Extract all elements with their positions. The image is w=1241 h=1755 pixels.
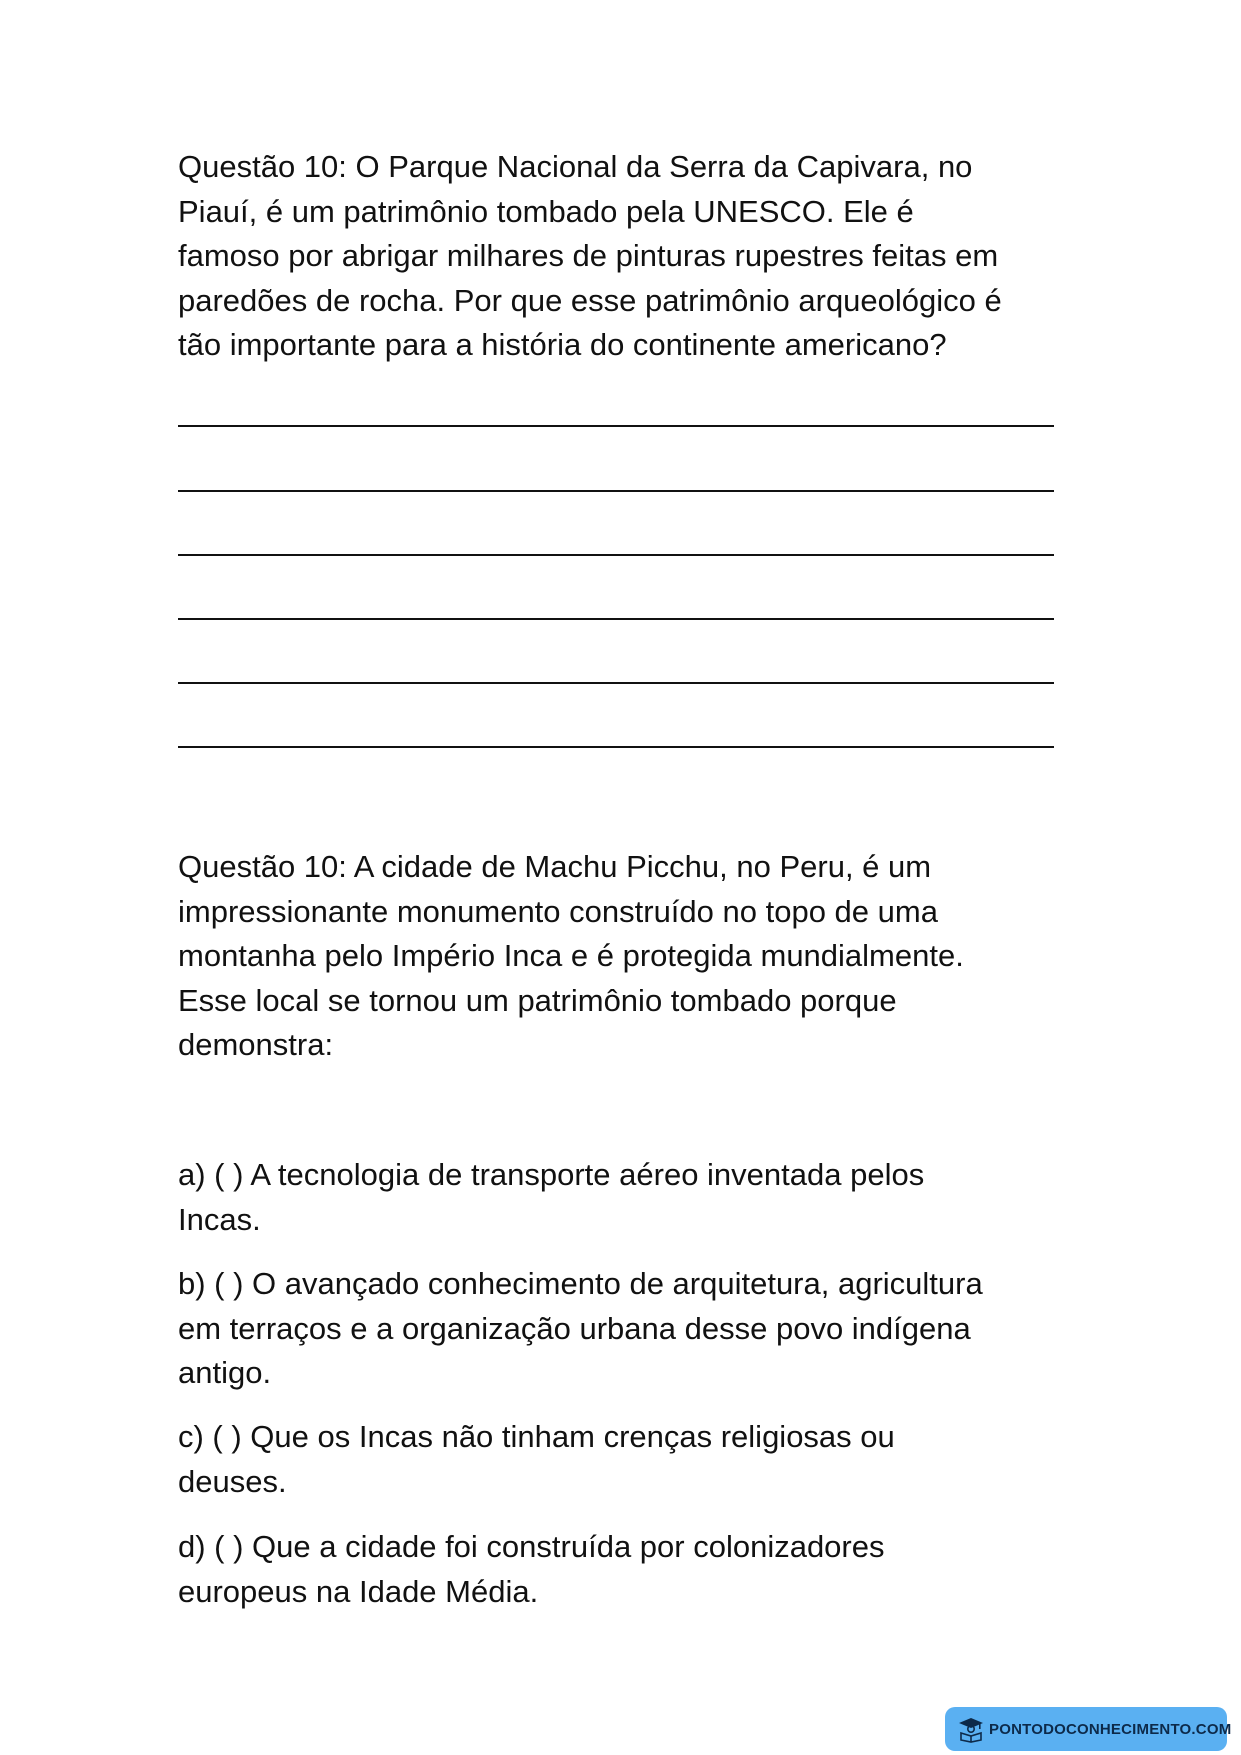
answer-line <box>178 746 1054 748</box>
option-c: c) ( ) Que os Incas não tinham crenças religiosas ou deuses. <box>178 1419 895 1499</box>
question-2-text: Questão 10: A cidade de Machu Picchu, no Peru, é um impressionante monumento construído no topo de uma montanha pelo Império Inca e é protegida mundialmente. Esse local se tornou um patrimônio tombado porque demonstra: <box>178 849 964 1062</box>
graduate-reading-icon <box>957 1714 985 1744</box>
answer-line <box>178 618 1054 620</box>
answer-line <box>178 554 1054 556</box>
logo-text: PONTODOCONHECIMENTO.COM <box>989 1720 1232 1738</box>
answer-line <box>178 425 1054 427</box>
question-1-text: Questão 10: O Parque Nacional da Serra da Capivara, no Piauí, é um patrimônio tombado pela UNESCO. Ele é famoso por abrigar milhares de pinturas rupestres feitas em paredões de rocha. Por que esse patrimônio arqueológico é tão importante para a história do continente americano? <box>178 149 1002 362</box>
answer-line <box>178 490 1054 492</box>
answer-line <box>178 682 1054 684</box>
site-logo <box>945 1707 1232 1751</box>
option-d: d) ( ) Que a cidade foi construída por colonizadores europeus na Idade Média. <box>178 1529 885 1609</box>
option-b: b) ( ) O avançado conhecimento de arquitetura, agricultura em terraços e a organização urbana desse povo indígena antigo. <box>178 1266 983 1390</box>
option-a: a) ( ) A tecnologia de transporte aéreo inventada pelos Incas. <box>178 1157 925 1237</box>
